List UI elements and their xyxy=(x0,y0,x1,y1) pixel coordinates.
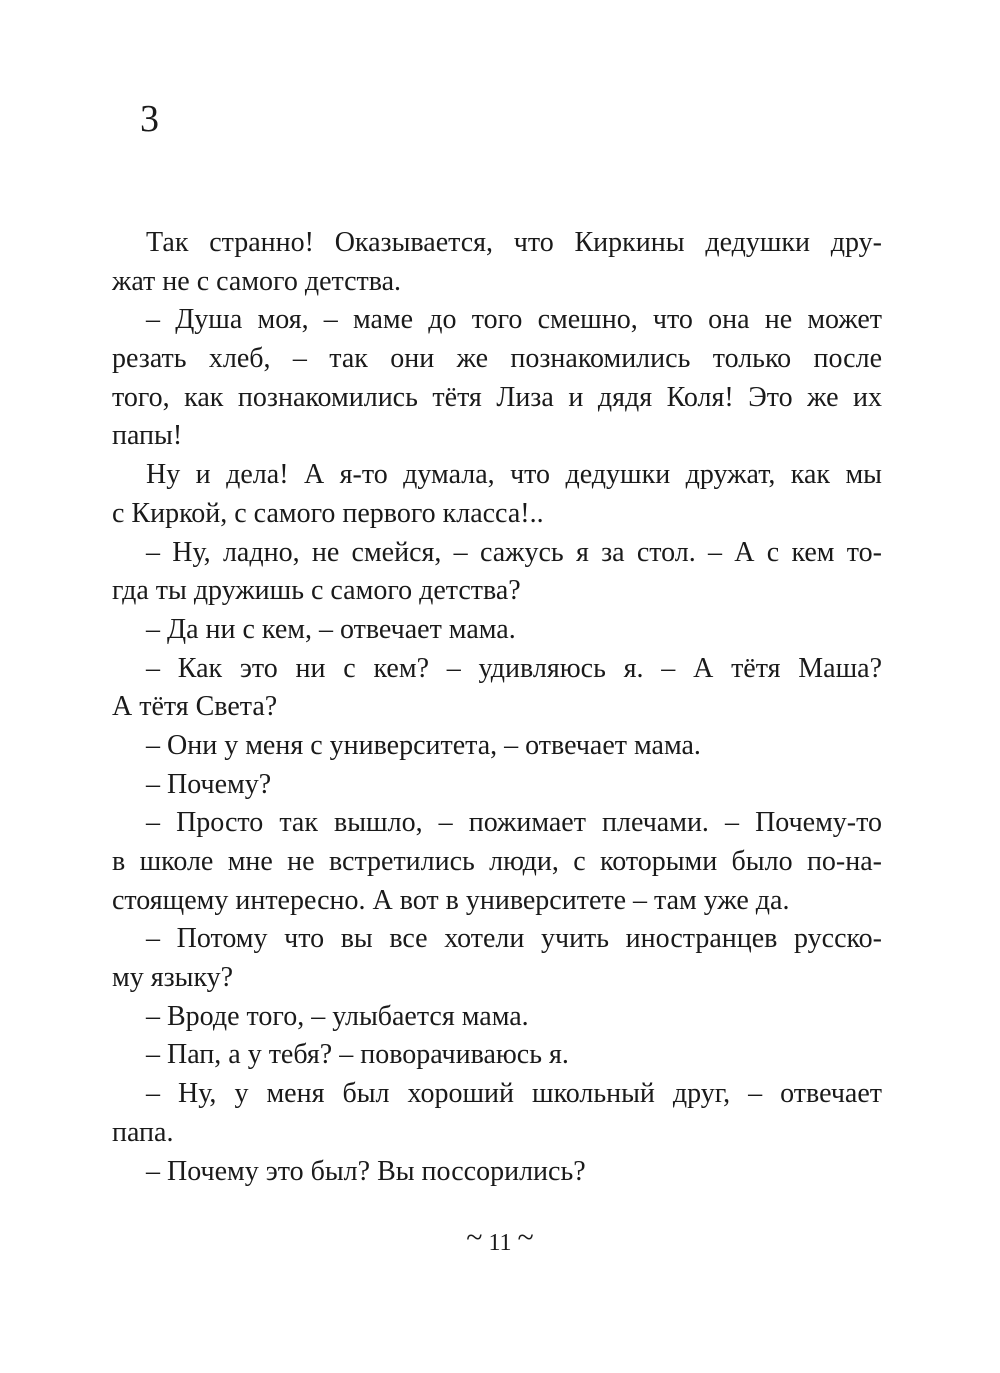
text-line: – Да ни с кем, – отвечает мама. xyxy=(146,613,516,645)
page-footer xyxy=(0,1221,1000,1256)
page-number: 11 xyxy=(488,1230,512,1256)
text-line: – Пап, а у тебя? – поворачиваюсь я. xyxy=(146,1039,569,1071)
text-line: стоящему интересно. А вот в университете – там уже да. xyxy=(112,884,790,916)
text-line: – Просто так вышло, – пожимает плечами. – Почему-то xyxy=(146,807,882,839)
text-line: – Потому что вы все хотели учить иностранцев русско- xyxy=(146,923,882,955)
page-number-ornament-left: ~ xyxy=(466,1221,483,1254)
text-line: – Они у меня с университета, – отвечает мама. xyxy=(146,729,701,761)
text-line: папа. xyxy=(112,1116,174,1148)
chapter-number: 3 xyxy=(140,98,159,140)
body-text xyxy=(112,224,882,1191)
text-line: Ну и дела! А я-то думала, что дедушки дружат, как мы xyxy=(146,459,882,491)
text-line: – Ну, у меня был хороший школьный друг, – отвечает xyxy=(146,1078,882,1110)
text-line: – Почему это был? Вы поссорились? xyxy=(146,1155,586,1187)
text-line: – Как это ни с кем? – удивляюсь я. – А тётя Маша? xyxy=(146,652,882,684)
text-line: – Почему? xyxy=(146,768,272,800)
text-line: папы! xyxy=(112,420,183,452)
text-line: жат не с самого детства. xyxy=(112,265,402,297)
text-line: Так странно! Оказывается, что Киркины дедушки дру- xyxy=(146,227,882,258)
text-line: му языку? xyxy=(112,962,234,994)
text-line: резать хлеб, – так они же познакомились только после xyxy=(112,343,882,375)
text-line: А тётя Света? xyxy=(112,691,278,723)
text-line: гда ты дружишь с самого детства? xyxy=(112,575,521,607)
text-line: с Киркой, с самого первого класса!.. xyxy=(112,497,544,529)
page-number-ornament-right: ~ xyxy=(517,1221,534,1254)
text-line: – Душа моя, – маме до того смешно, что она не может xyxy=(146,304,882,336)
text-line: – Вроде того, – улыбается мама. xyxy=(146,1000,529,1032)
text-line: – Ну, ладно, не смейся, – сажусь я за стол. – А с кем то- xyxy=(146,536,882,568)
text-line: того, как познакомились тётя Лиза и дядя Коля! Это же их xyxy=(112,381,882,413)
text-line: в школе мне не встретились люди, с которыми было по-на- xyxy=(112,846,882,877)
